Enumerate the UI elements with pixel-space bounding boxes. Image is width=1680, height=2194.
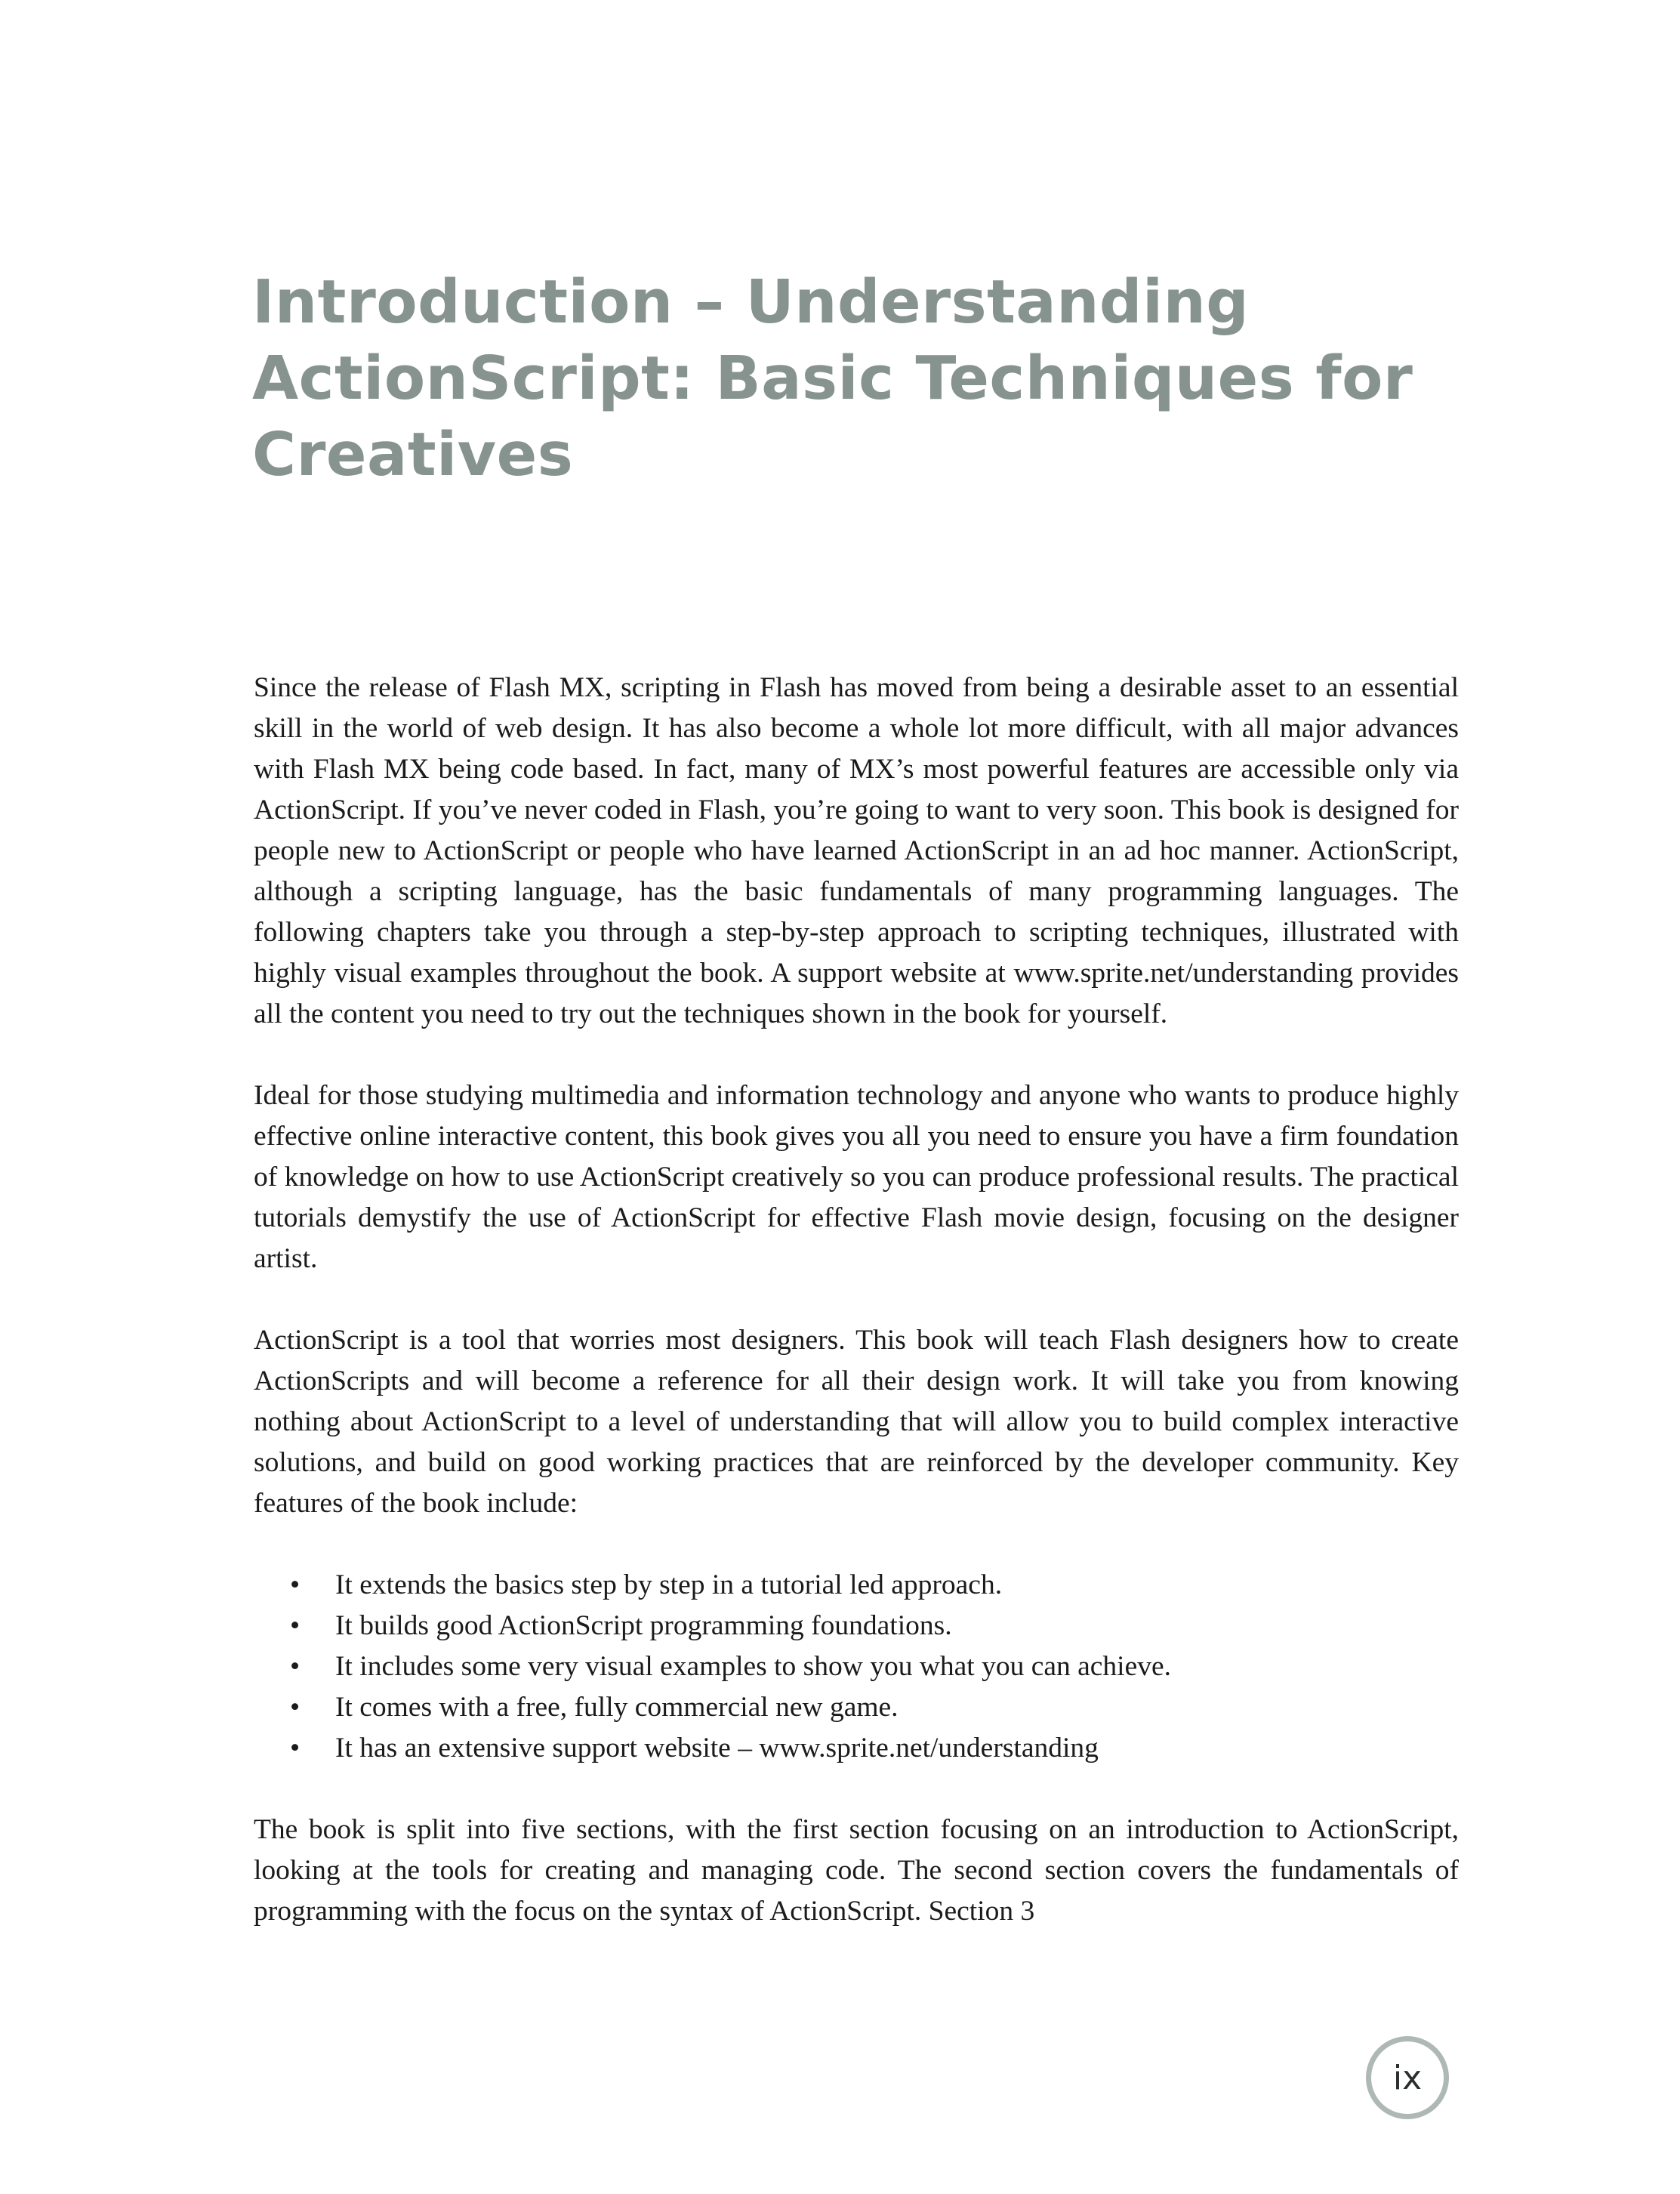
bullet-icon: • (290, 1733, 301, 1764)
page-number: ix (1392, 2058, 1423, 2097)
feature-text: It has an extensive support website – www.sprite.net/understanding (335, 1733, 1099, 1764)
list-item (254, 1565, 1459, 1606)
list-item (254, 1728, 1459, 1769)
feature-list (254, 1565, 1459, 1769)
chapter-title: Introduction – Understanding ActionScript: Basic Techniques for Creatives (252, 267, 1413, 489)
list-item (254, 1606, 1459, 1646)
paragraph-sections: The book is split into five sections, with the first section focusing on an introduction to ActionScript, looking at the tools for creating and managing code. The second section covers the fundamentals of programming with the focus on the syntax of ActionScript. Section 3 (254, 1814, 1459, 1927)
feature-text: It builds good ActionScript programming foundations. (335, 1610, 952, 1641)
feature-text: It includes some very visual examples to show you what you can achieve. (335, 1651, 1172, 1682)
paragraph-audience: Ideal for those studying multimedia and information technology and anyone who wants to produce highly effective online interactive content, this book gives you all you need to ensure you have a firm foundation of knowledge on how to use ActionScript creatively so you can produce professional results. The practical tutorials demystify the use of ActionScript for effective Flash movie design, focusing on the designer artist. (254, 1080, 1459, 1274)
page-number-badge (1366, 2036, 1449, 2119)
bullet-icon: • (290, 1692, 301, 1723)
feature-text: It extends the basics step by step in a tutorial led approach. (335, 1569, 1003, 1600)
list-item (254, 1646, 1459, 1687)
feature-text: It comes with a free, fully commercial new game. (335, 1692, 899, 1723)
bullet-icon: • (290, 1651, 301, 1682)
bullet-icon: • (290, 1569, 301, 1600)
list-item (254, 1687, 1459, 1728)
paragraph-intro: Since the release of Flash MX, scripting in Flash has moved from being a desirable asset to an essential skill in the world of web design. It has also become a whole lot more difficult, with all major advances with Flash MX being code based. In fact, many of MX’s most powerful features are accessible only via ActionScript. If you’ve never coded in Flash, you’re going to want to very soon. This book is designed for people new to ActionScript or people who have learned ActionScript in an ad hoc manner. ActionScript, although a scripting language, has the basic fundamentals of many programming languages. The following chapters take you through a step-by-step approach to scripting techniques, illustrated with highly visual examples throughout the book. A support website at www.sprite.net/understanding provides all the content you need to try out the techniques shown in the book for yourself. (254, 672, 1459, 1029)
bullet-icon: • (290, 1610, 301, 1641)
paragraph-key-features: ActionScript is a tool that worries most designers. This book will teach Flash designers how to create ActionScripts and will become a reference for all their design work. It will take you from knowing nothing about ActionScript to a level of understanding that will allow you to build complex interactive solutions, and build on good working practices that are reinforced by the developer community. Key features of the book include: (254, 1325, 1459, 1519)
body-text (254, 668, 1459, 1973)
